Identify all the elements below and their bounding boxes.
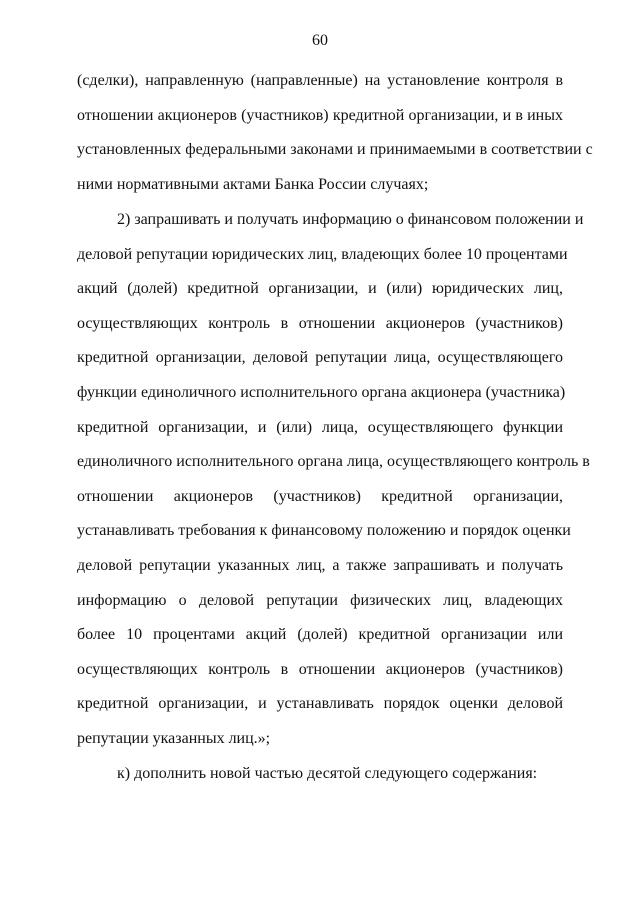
text-line: деловой репутации юридических лиц, владеющих более 10 процентами: [77, 245, 568, 263]
text-line: осуществляющих контроль в отношении акционеров (участников): [77, 660, 563, 678]
text-line: (сделки), направленную (направленные) на установление контроля в: [77, 72, 563, 89]
text-line: отношении акционеров (участников) кредитной организации,: [77, 487, 563, 505]
text-line: отношении акционеров (участников) кредитной организации, и в иных: [77, 106, 563, 124]
text-line: единоличного исполнительного органа лица, осуществляющего контроль в: [77, 453, 590, 471]
paragraph-1: [77, 64, 593, 202]
text-line: более 10 процентами акций (долей) кредитной организации или: [77, 626, 563, 644]
text-line: кредитной организации, и устанавливать порядок оценки деловой: [77, 695, 563, 713]
text-line: кредитной организации, и (или) лица, осуществляющего функции: [77, 418, 563, 436]
text-line: деловой репутации указанных лиц, а также запрашивать и получать: [77, 556, 563, 574]
text-line: осуществляющих контроль в отношении акционеров (участников): [77, 314, 563, 332]
page-number: 60: [312, 32, 328, 49]
paragraph-3: [77, 757, 563, 792]
text-line: функции единоличного исполнительного органа акционера (участника): [77, 383, 566, 401]
text-line: репутации указанных лиц.»;: [77, 729, 271, 747]
text-line: акций (долей) кредитной организации, и (или) юридических лиц,: [77, 280, 563, 298]
text-line: к) дополнить новой частью десятой следующего содержания:: [117, 765, 538, 782]
text-line: кредитной организации, деловой репутации лица, осуществляющего: [77, 349, 563, 367]
text-line: устанавливать требования к финансовому положению и порядок оценки: [77, 522, 571, 540]
text-line: ними нормативными актами Банка России случаях;: [77, 175, 429, 193]
text-line: информацию о деловой репутации физических лиц, владеющих: [77, 591, 563, 609]
paragraph-2: [77, 203, 590, 757]
text-line: 2) запрашивать и получать информацию о финансовом положении и: [117, 211, 584, 228]
text-line: установленных федеральными законами и принимаемыми в соответствии с: [77, 141, 593, 159]
